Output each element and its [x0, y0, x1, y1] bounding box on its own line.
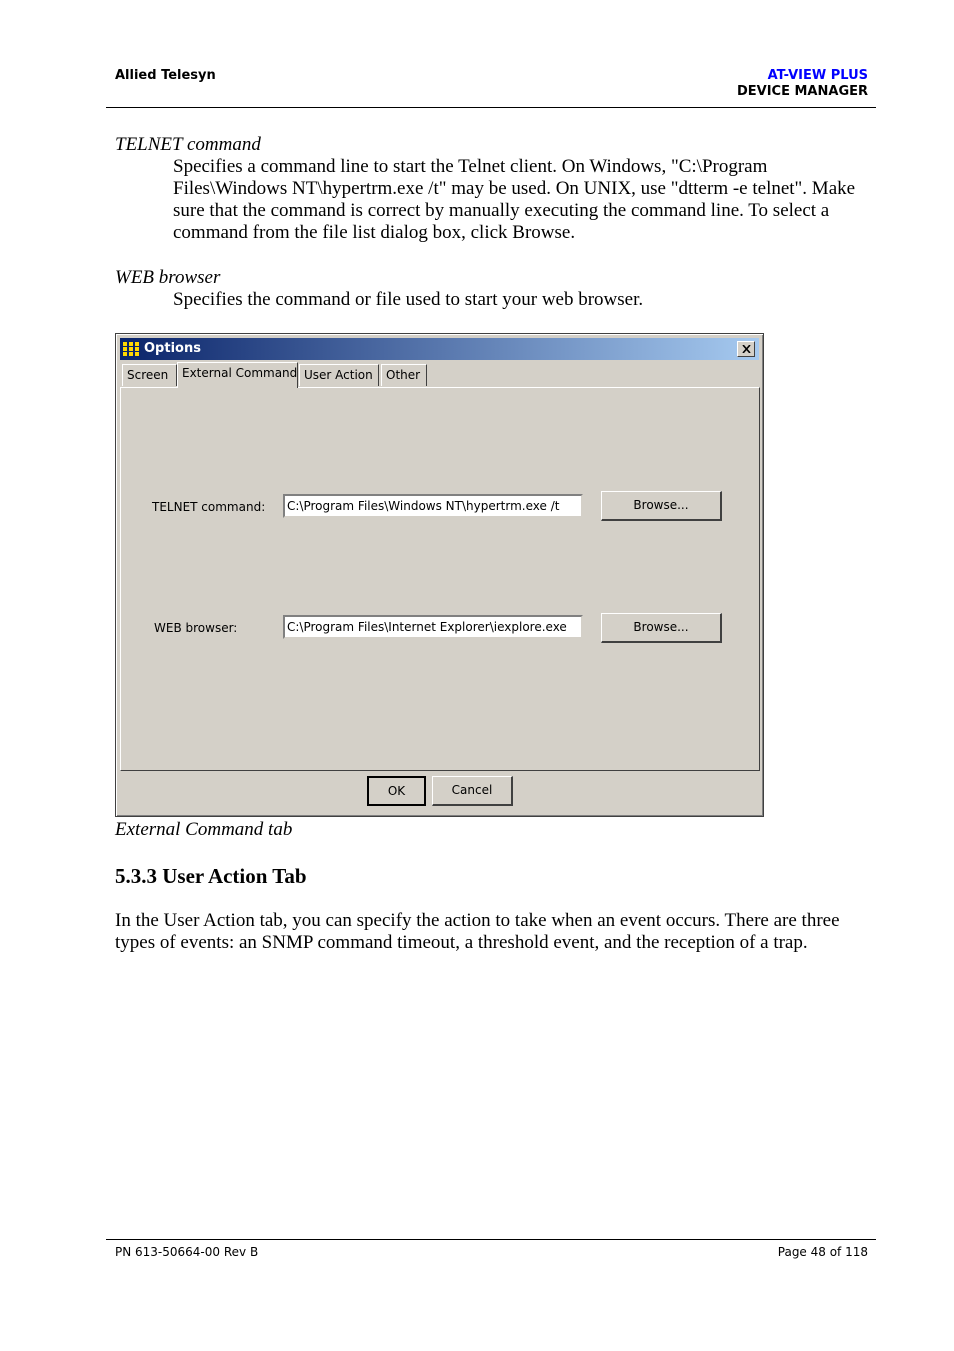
web-description-line: Specifies the command or file used to start your web browser. — [173, 289, 644, 310]
paragraph-line: types of events: an SNMP command timeout, a threshold event, and the reception of a trap. — [115, 932, 808, 953]
telnet-description — [173, 156, 873, 244]
company-name: Allied Telesyn — [115, 68, 216, 83]
telnet-description-line: Files\Windows NT\hypertrm.exe /t" may be used. On UNIX, use "dtterm -e telnet". Make — [173, 178, 856, 199]
figure-caption: External Command tab — [115, 819, 293, 840]
telnet-description-line: sure that the command is correct by manually executing the command line. To select a — [173, 200, 830, 221]
part-number: PN 613-50664-00 Rev B — [115, 1245, 259, 1259]
close-button[interactable] — [737, 341, 755, 357]
web-browser-description — [173, 289, 873, 311]
section-heading: 5.3.3 User Action Tab — [115, 864, 307, 888]
close-icon — [742, 345, 751, 353]
web-browser-input[interactable]: C:\Program Files\Internet Explorer\iexplore.exe — [283, 615, 583, 639]
web-browse-button[interactable]: Browse... — [601, 613, 722, 643]
telnet-description-line: Specifies a command line to start the Telnet client. On Windows, "C:\Program — [173, 156, 768, 177]
document-subtitle: DEVICE MANAGER — [736, 84, 868, 99]
telnet-description-line: command from the file list dialog box, click Browse. — [173, 222, 576, 243]
tab-panel-external-command — [120, 387, 760, 771]
telnet-command-label: TELNET command: — [152, 500, 266, 514]
paragraph-line: In the User Action tab, you can specify the action to take when an event occurs. There are three — [115, 910, 840, 931]
dialog-title: Options — [144, 341, 201, 356]
tab-screen[interactable]: Screen — [122, 364, 177, 386]
tab-other[interactable]: Other — [381, 364, 427, 386]
section-paragraph — [115, 910, 875, 954]
document-header — [737, 68, 868, 100]
options-dialog — [115, 333, 764, 817]
ok-button[interactable]: OK — [367, 776, 426, 806]
term-telnet-command: TELNET command — [115, 134, 261, 155]
tab-user-action[interactable]: User Action — [299, 364, 379, 386]
product-name: AT-VIEW PLUS — [767, 68, 868, 83]
term-web-browser: WEB browser — [115, 267, 221, 288]
dialog-titlebar — [120, 338, 759, 360]
app-grid-icon — [122, 341, 140, 357]
page-number: Page 48 of 118 — [777, 1245, 868, 1259]
tab-external-command[interactable]: External Command — [177, 362, 298, 388]
telnet-command-input[interactable]: C:\Program Files\Windows NT\hypertrm.exe /t — [283, 494, 583, 518]
footer-rule — [106, 1239, 876, 1240]
cancel-button[interactable]: Cancel — [432, 776, 513, 806]
web-browser-label: WEB browser: — [154, 621, 238, 635]
header-rule — [106, 107, 876, 108]
telnet-browse-button[interactable]: Browse... — [601, 491, 722, 521]
